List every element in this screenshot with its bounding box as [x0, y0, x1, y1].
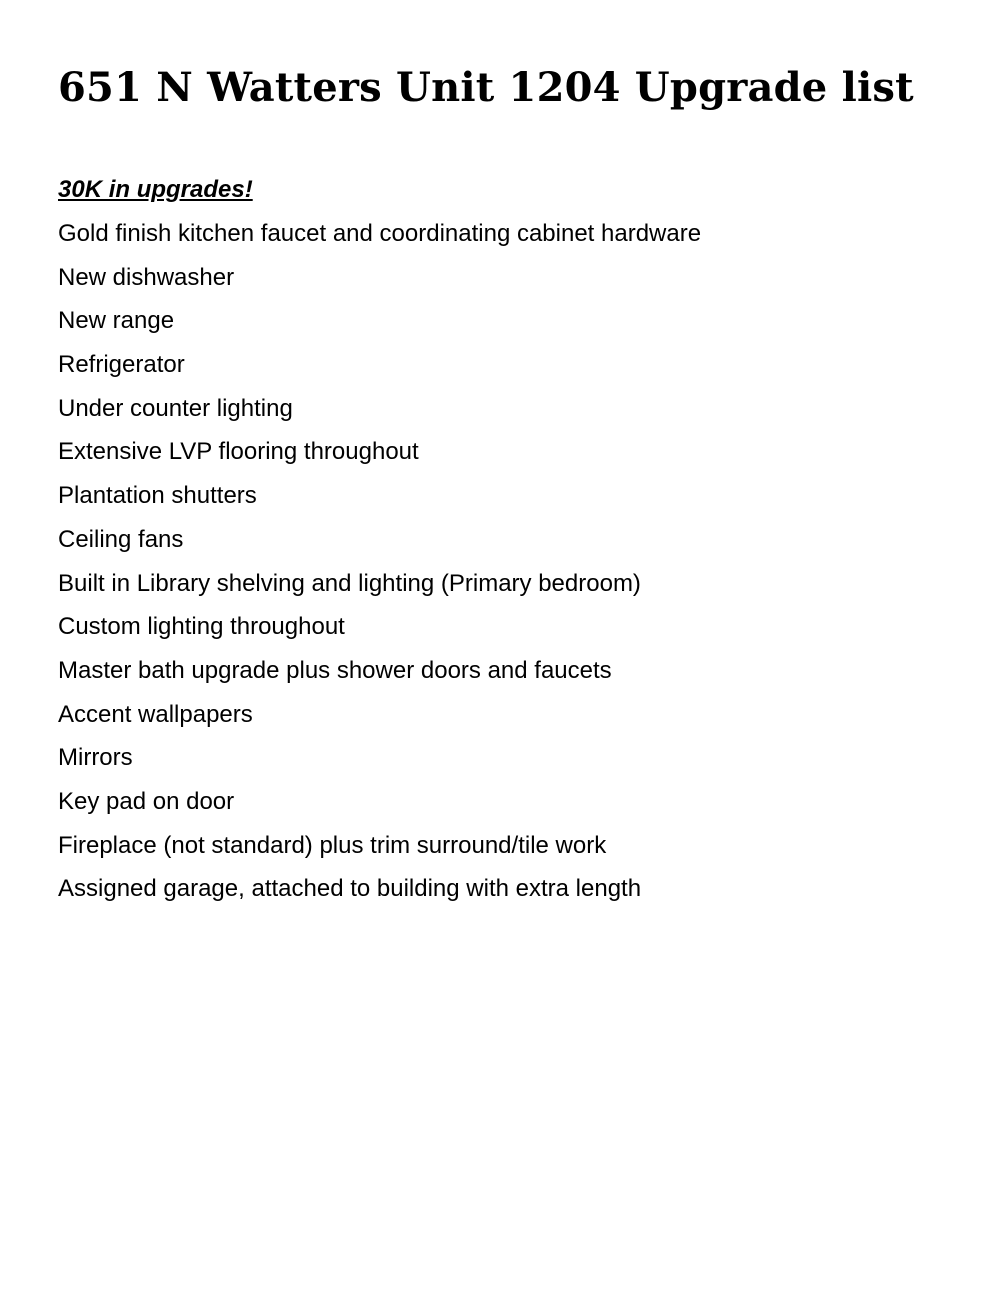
list-item: New range — [58, 307, 175, 335]
list-item: Gold finish kitchen faucet and coordinating cabinet hardware — [58, 220, 702, 247]
page-title: 651 N Watters Unit 1204 Upgrade list — [58, 64, 914, 111]
upgrades-total-heading: 30K in upgrades! — [58, 176, 253, 203]
list-item: Under counter lighting — [58, 394, 293, 422]
list-item: Master bath upgrade plus shower doors and faucets — [58, 656, 612, 684]
list-item: Assigned garage, attached to building with extra length — [58, 875, 642, 903]
list-item: Refrigerator — [58, 351, 185, 379]
list-item: Accent wallpapers — [58, 700, 253, 728]
list-item: Fireplace (not standard) plus trim surround/tile work — [58, 831, 607, 859]
list-item: New dishwasher — [58, 263, 235, 291]
list-item: Key pad on door — [58, 787, 235, 815]
list-item: Plantation shutters — [58, 482, 257, 510]
list-item: Custom lighting throughout — [58, 613, 345, 641]
list-item: Mirrors — [58, 744, 133, 772]
list-item: Extensive LVP flooring throughout — [58, 438, 419, 466]
list-item: Ceiling fans — [58, 525, 184, 553]
upgrade-list — [58, 215, 701, 914]
list-item: Built in Library shelving and lighting (Primary bedroom) — [58, 569, 641, 597]
